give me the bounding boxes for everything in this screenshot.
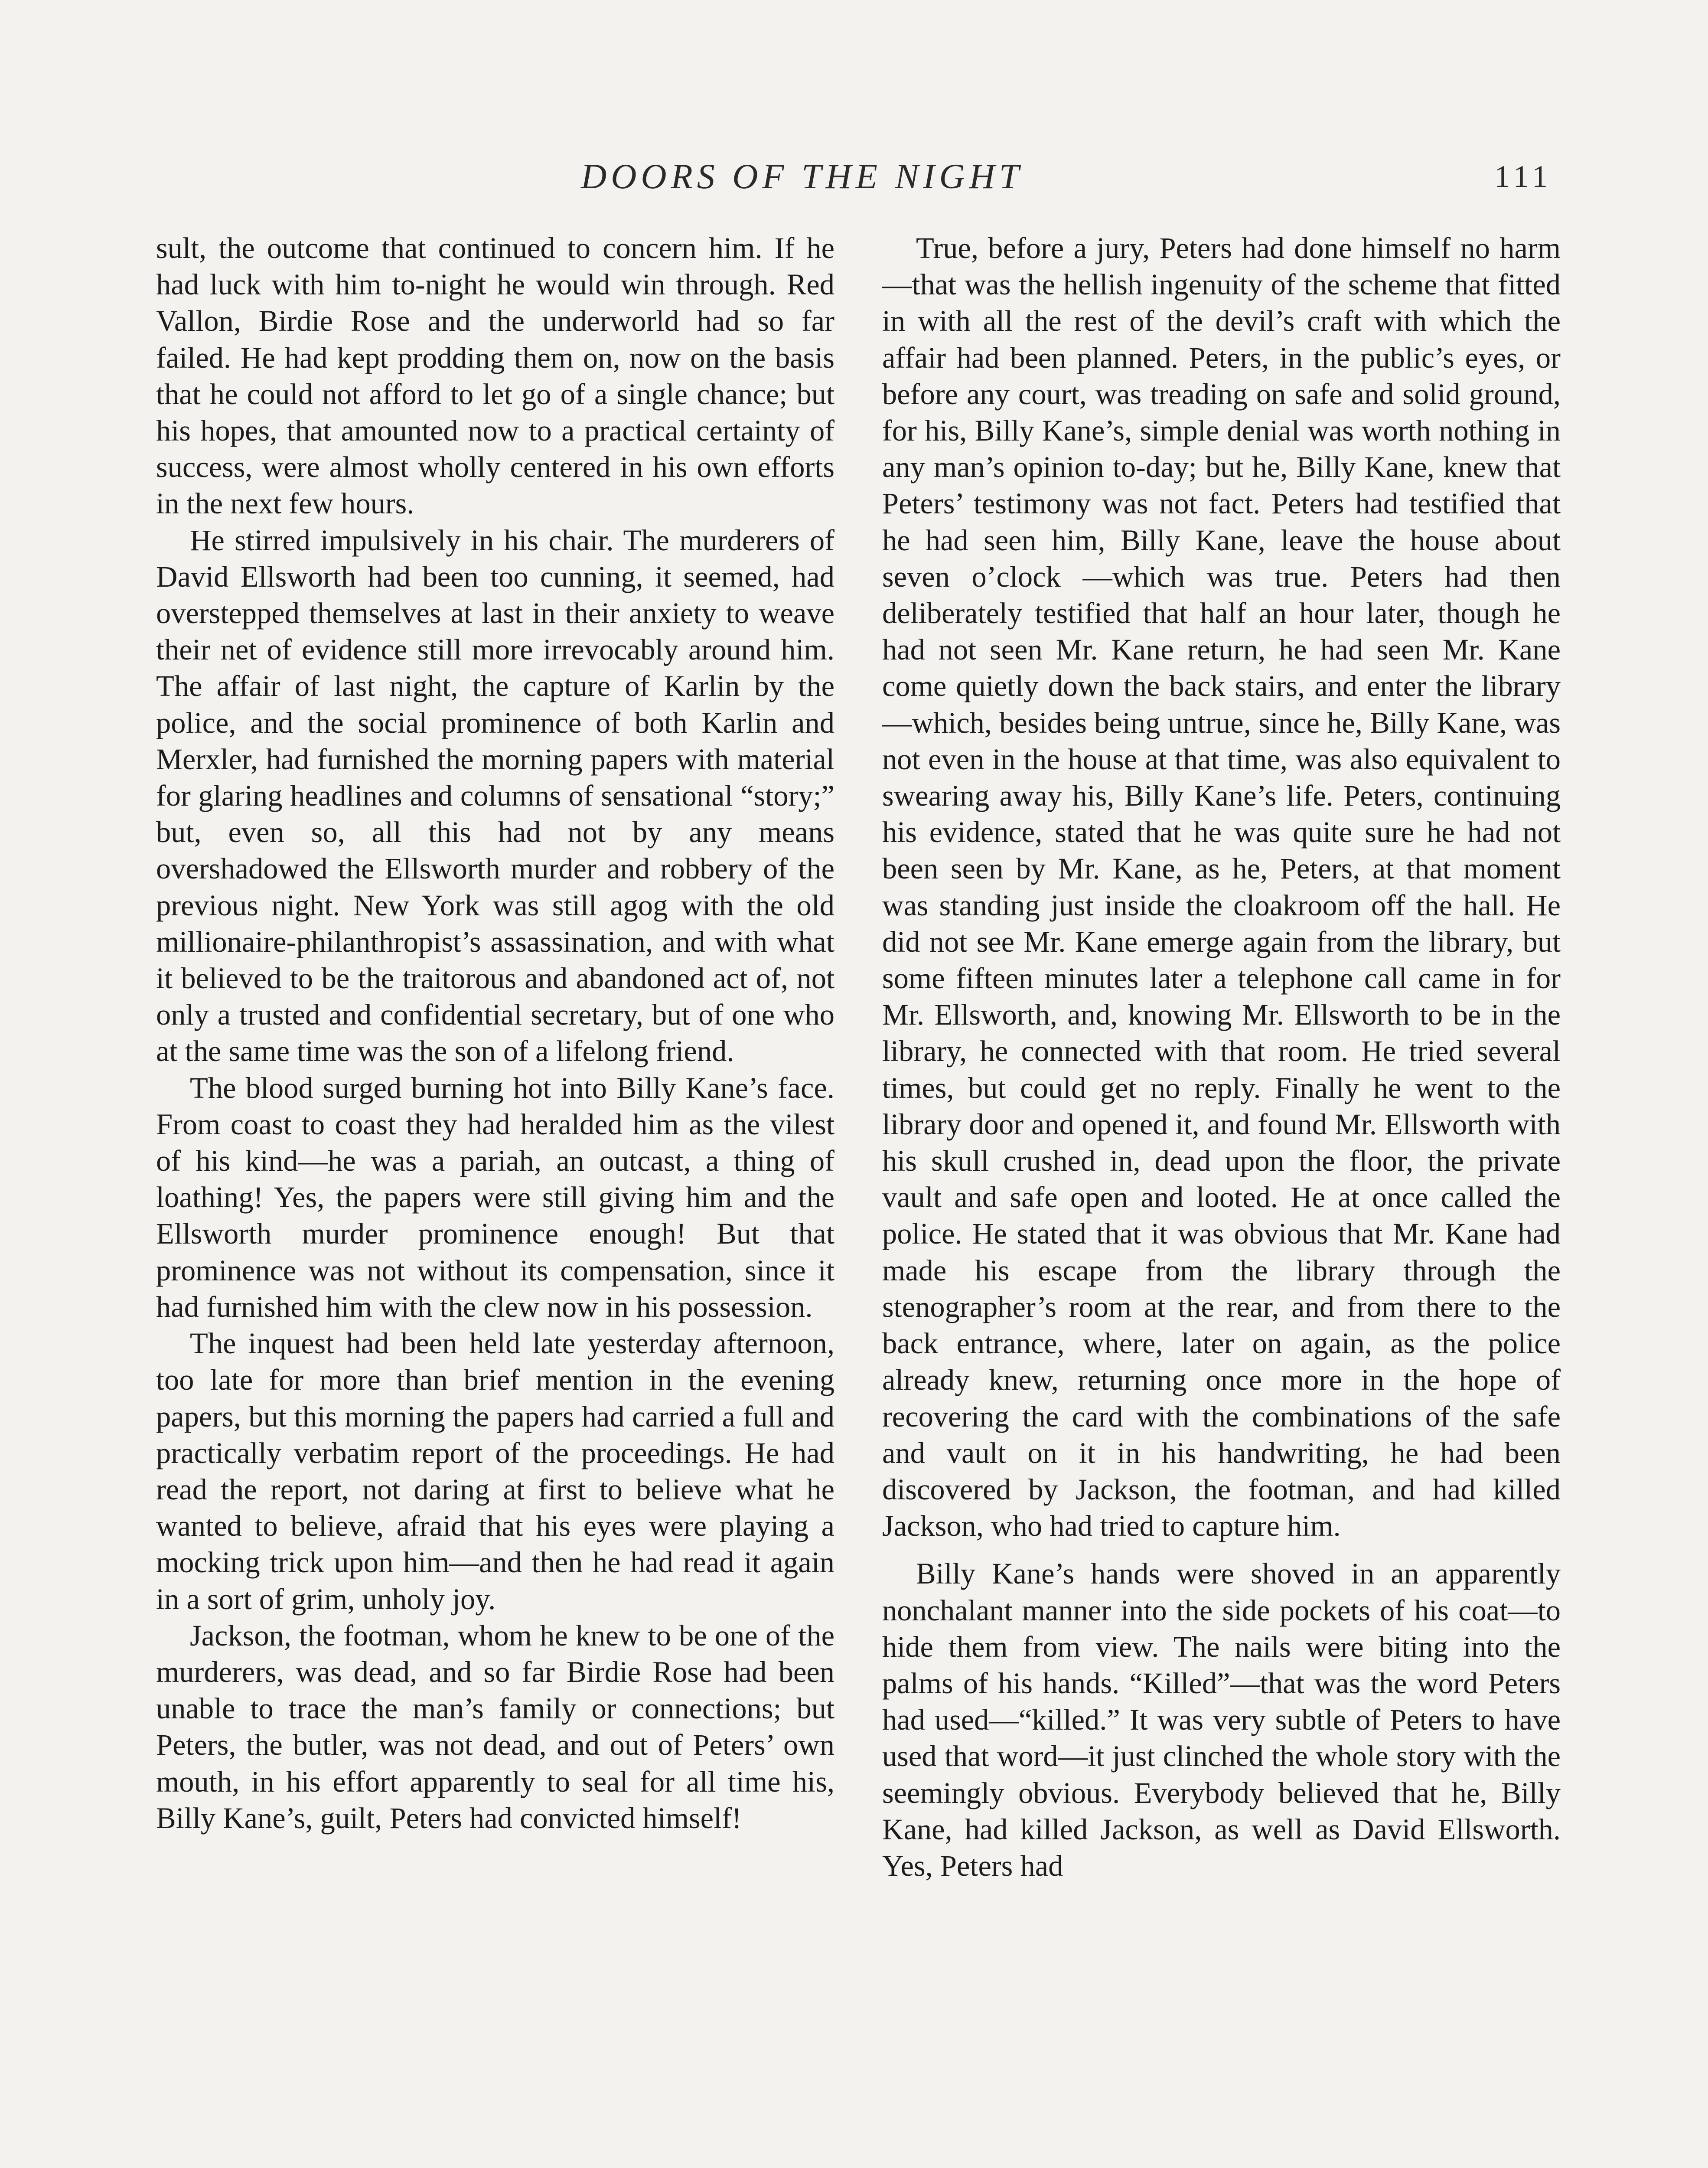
running-title: DOORS OF THE NIGHT [581,157,1023,196]
paragraph: sult, the outcome that continued to concern him. If he had luck with him to-night he would win through. Red Vallon, Birdie Rose and the underworld had so far failed. He had kept prodding them on, now on the basis that he could not afford to let go of a single chance; but his hopes, that amounted now to a practical certainty of success, were almost wholly centered in his own efforts in the next few hours. [156,232,834,520]
left-column [156,230,834,1836]
right-column [882,230,1561,1884]
paragraph: True, before a jury, Peters had done himself no harm—that was the hellish ingenuity of the scheme that fitted in with all the rest of the devil’s craft with which the affair had been planned. Peters, in the public’s eyes, or before any court, was treading on safe and solid ground, for his, Billy Kane’s, simple denial was worth nothing in any man’s opinion to-day; but he, Billy Kane, knew that Peters’ testimony was not fact. Peters had testified that he had seen him, Billy Kane, leave the house about seven o’clock —which was true. Peters had then deliberately testified that half an hour later, though he had not seen Mr. Kane return, he had seen Mr. Kane come quietly down the back stairs, and enter the library—which, besides being untrue, since he, Billy Kane, was not even in the house at that time, was also equivalent to swearing away his, Billy Kane’s life. Peters, continuing his evidence, stated that he was quite sure he had not been seen by Mr. Kane, as he, Peters, at that moment was standing just inside the cloakroom off the hall. He did not see Mr. Kane emerge again from the library, but some fifteen minutes later a telephone call came in for Mr. Ellsworth, and, knowing Mr. Ellsworth to be in the library, he connected with that room. He tried several times, but could get no reply. Finally he went to the library door and opened it, and found Mr. Ellsworth with his skull crushed in, dead upon the floor, the private vault and safe open and looted. He at once called the police. He stated that it was obvious that Mr. Kane had made his escape from the library through the stenographer’s room at the rear, and from there to the back entrance, where, later on again, as the police already knew, returning once more in the hope of recovering the card with the combinations of the safe and vault on it in his handwriting, he had been discovered by Jackson, the footman, and had killed Jackson, who had tried to capture him. [882,232,1561,1543]
page-number: 111 [1494,159,1552,194]
paragraph: Jackson, the footman, whom he knew to be one of the murderers, was dead, and so far Birdie Rose had been unable to trace the man’s family or connections; but Peters, the butler, was not dead, and out of Peters’ own mouth, in his effort apparently to seal for all time his, Billy Kane’s, guilt, Peters had convicted himself! [156,1619,834,1835]
paragraph: He stirred impulsively in his chair. The murderers of David Ellsworth had been too cunning, it seemed, had overstepped themselves at last in their anxiety to weave their net of evidence still more irrevocably around him. The affair of last night, the capture of Karlin by the police, and the social prominence of both Karlin and Merxler, had furnished the morning papers with material for glaring headlines and columns of sensational “story;” but, even so, all this had not by any means overshadowed the Ellsworth murder and robbery of the previous night. New York was still agog with the old millionaire-philanthropist’s assassination, and with what it believed to be the traitorous and abandoned act of, not only a trusted and confidential secretary, but of one who at the same time was the son of a lifelong friend. [156,523,834,1068]
running-header [156,156,1552,204]
paragraph: The blood surged burning hot into Billy Kane’s face. From coast to coast they had heralded him as the vilest of his kind—he was a pariah, an outcast, a thing of loathing! Yes, the papers were still giving him and the Ellsworth murder prominence enough! But that prominence was not without its compensation, since it had furnished him with the clew now in his possession. [156,1071,834,1323]
paragraph: Billy Kane’s hands were shoved in an apparently nonchalant manner into the side pockets of his coat—to hide them from view. The nails were biting into the palms of his hands. “Killed”—that was the word Peters had used—“killed.” It was very subtle of Peters to have used that word—it just clinched the whole story with the seemingly obvious. Everybody believed that he, Billy Kane, had killed Jackson, as well as David Ellsworth. Yes, Peters had [882,1557,1561,1882]
paragraph: The inquest had been held late yesterday afternoon, too late for more than brief mention in the evening papers, but this morning the papers had carried a full and practically verbatim report of the proceedings. He had read the report, not daring at first to believe what he wanted to believe, afraid that his eyes were playing a mocking trick upon him—and then he had read it again in a sort of grim, unholy joy. [156,1327,834,1616]
